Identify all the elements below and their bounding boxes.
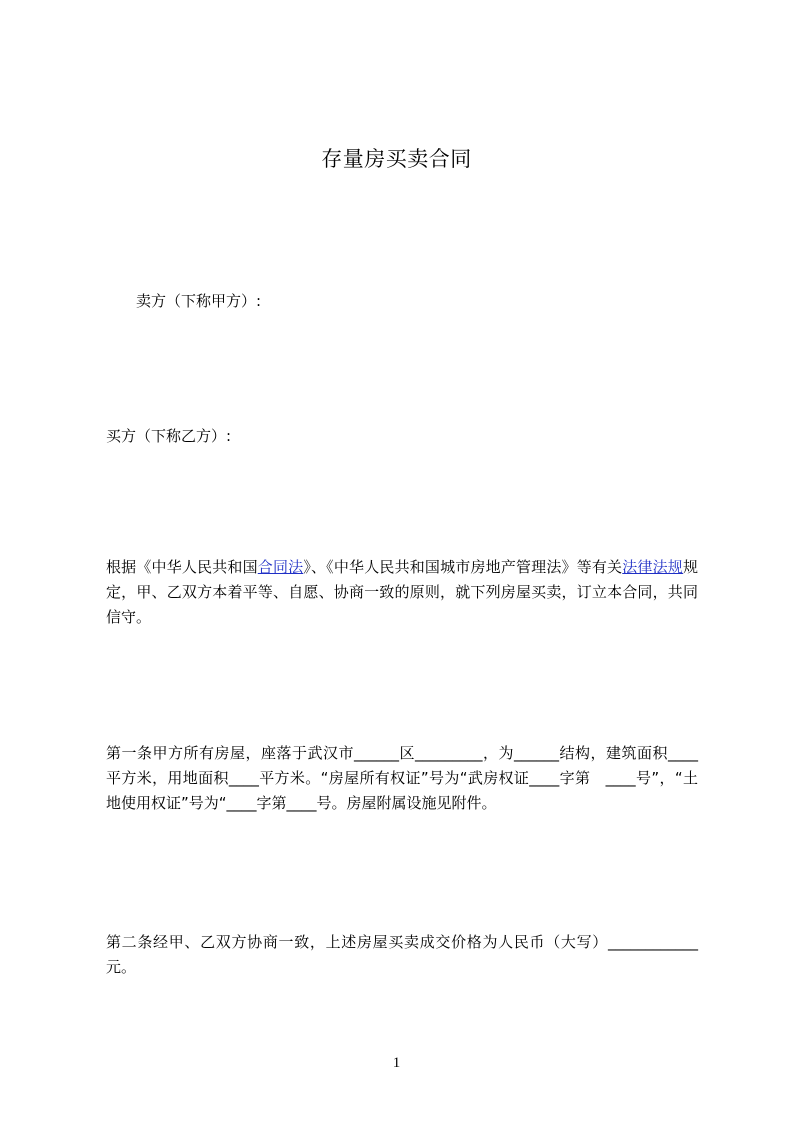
- page-title: 存量房买卖合同: [321, 147, 472, 171]
- basis-text-2: 》、《中华人民共和国城市房地产管理法》等有关: [303, 558, 623, 576]
- laws-regulations-link[interactable]: 法律法规: [622, 558, 683, 576]
- seller-label: 卖方（下称甲方）:: [136, 292, 262, 310]
- buyer-label: 买方（下称乙方）:: [106, 427, 232, 445]
- basis-text-1: 根据《中华人民共和国: [106, 558, 258, 576]
- basis-paragraph: [106, 555, 698, 630]
- contract-law-link[interactable]: 合同法: [257, 558, 304, 576]
- article-2: 第二条经甲、乙双方协商一致，上述房屋买卖成交价格为人民币（大写）____________元。: [106, 933, 698, 976]
- page-number: 1: [392, 1055, 401, 1071]
- article-1: 第一条甲方所有房屋，座落于武汉市______区_________，为______结构，建筑面积____平方米，用地面积____平方米。“房屋所有权证”号为“武房权证____字第 ____号”，“土地使用权证”号为“____字第____号。房屋附属设施见附件。: [106, 744, 698, 812]
- basis-text-3: 规定，甲、乙双方本着平等、自愿、协商一致的原则，就下列房屋买卖，订立本合同，共同信守。: [106, 558, 698, 626]
